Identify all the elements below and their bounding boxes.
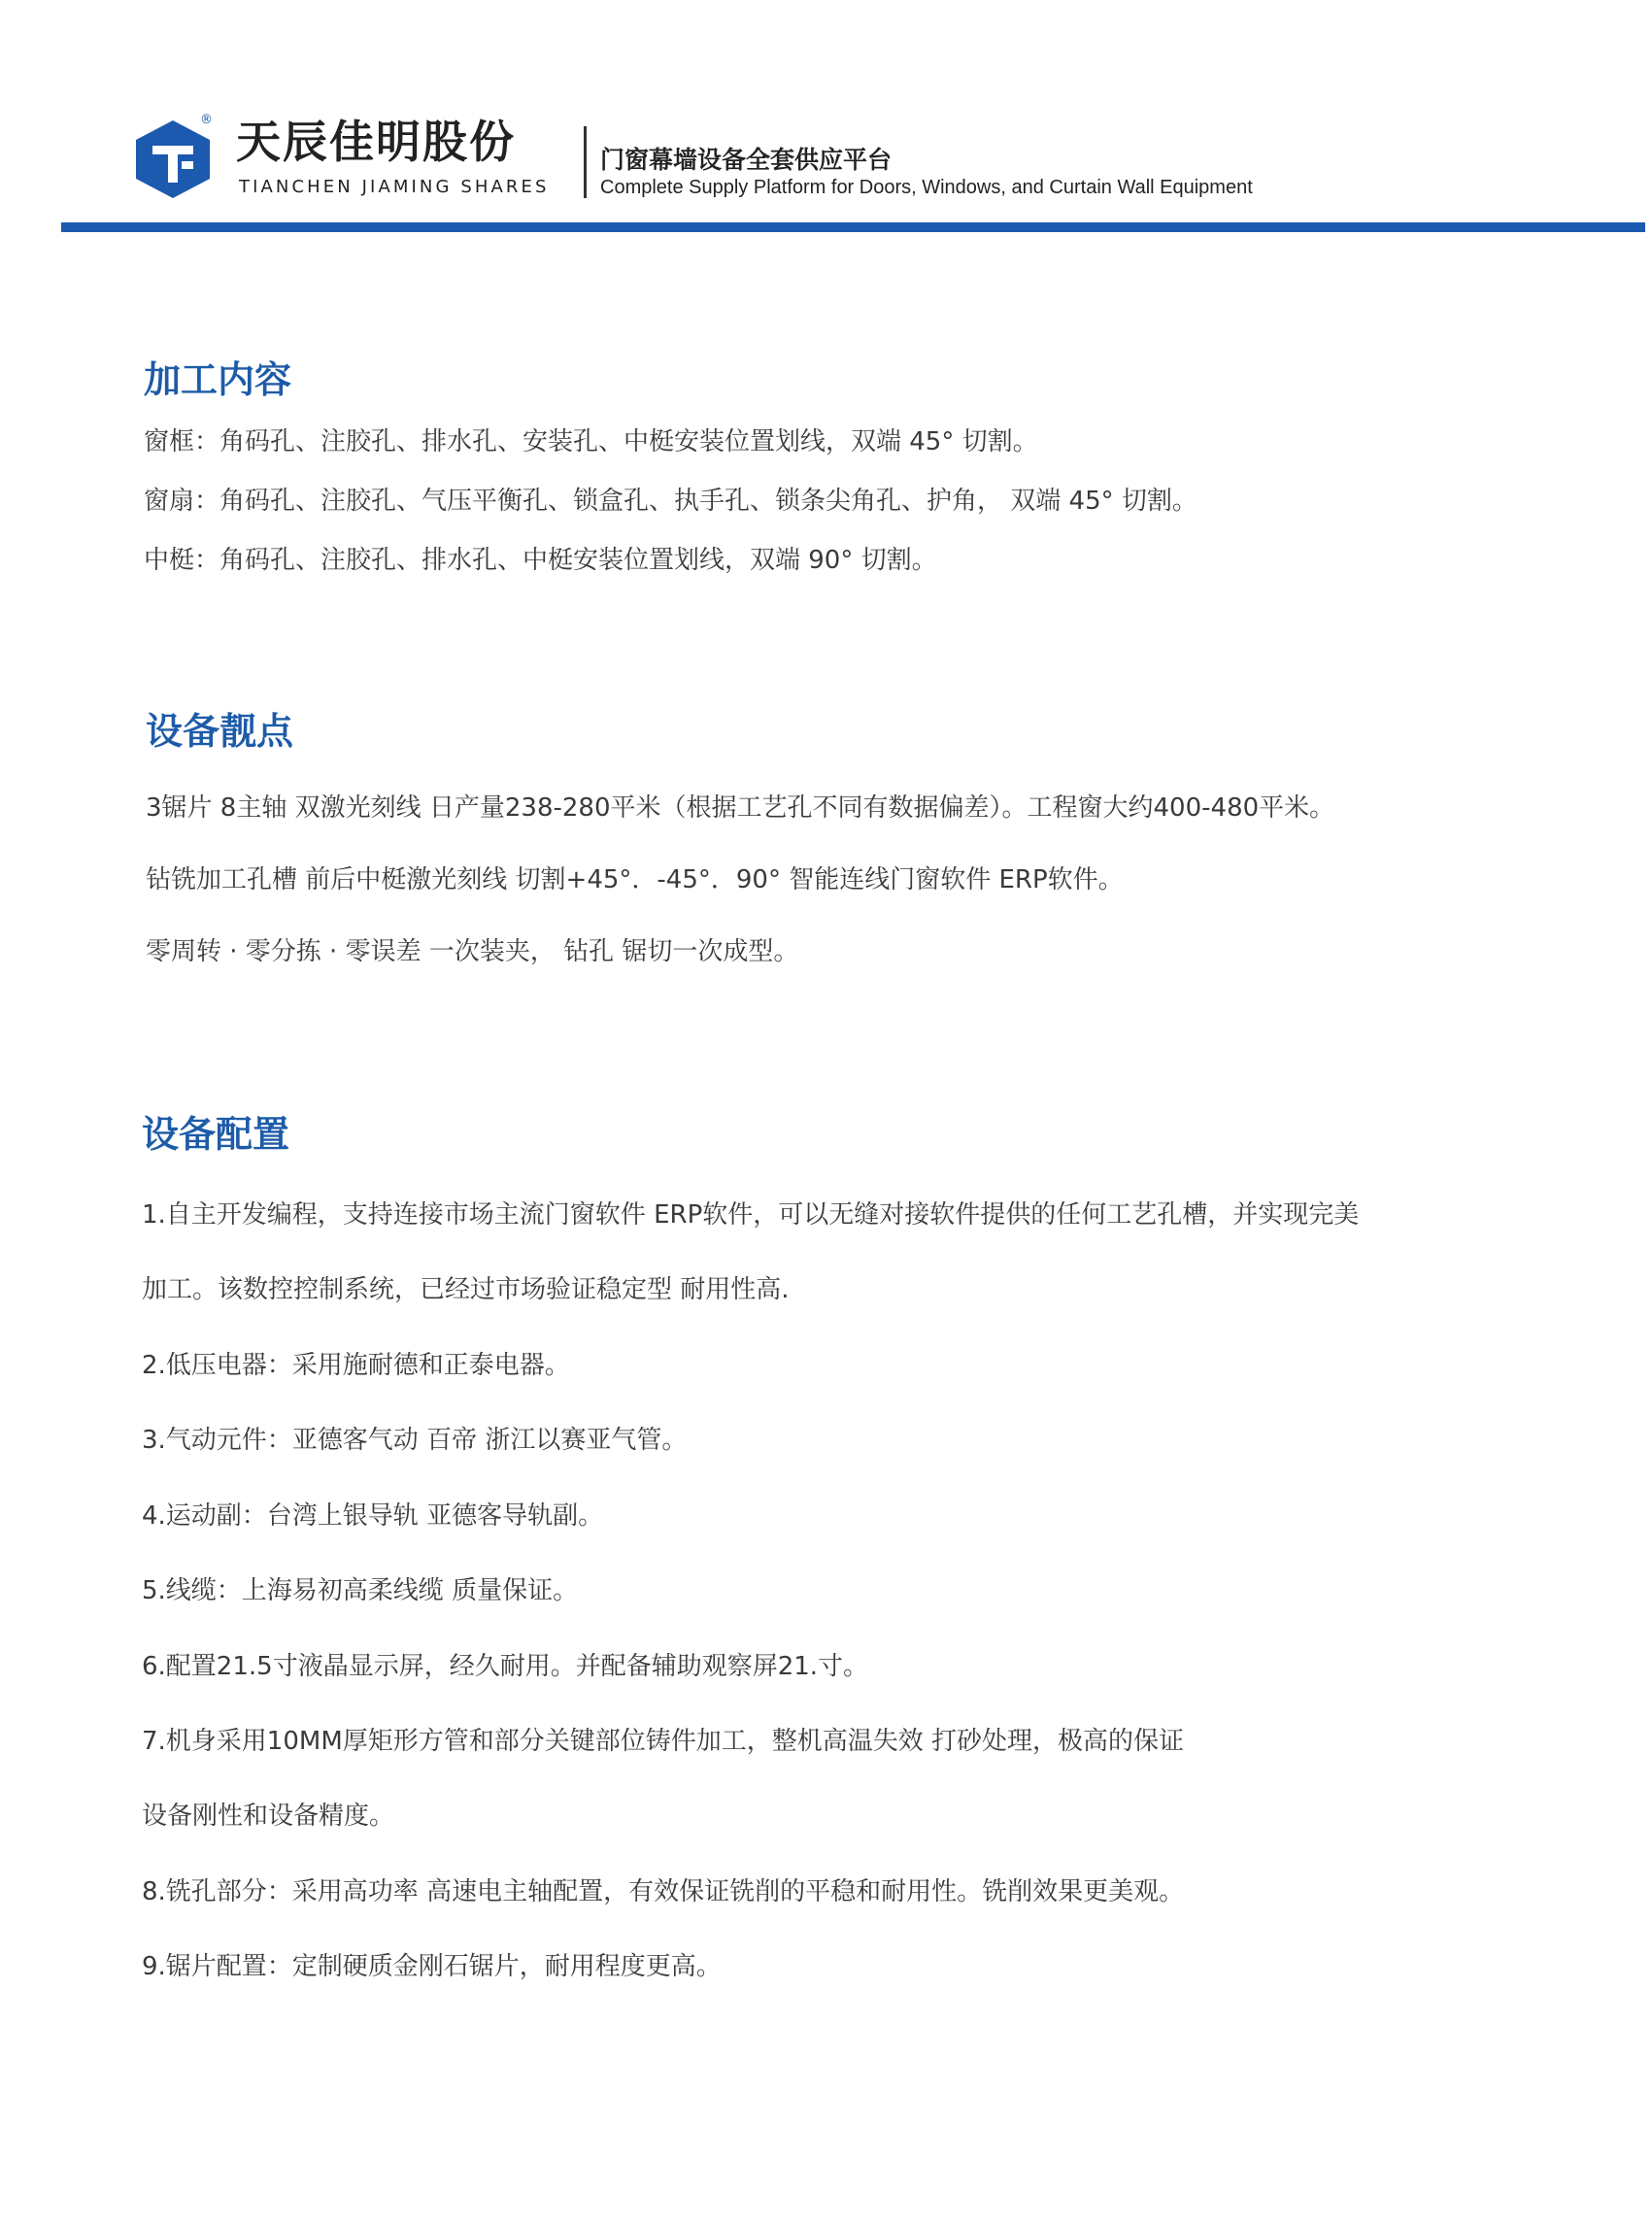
config-line: 2.低压电器：采用施耐德和正泰电器。 [142, 1351, 570, 1380]
brand-name-cn: 天辰佳明股份 [236, 116, 516, 168]
config-line: 3.气动元件：亚德客气动 百帝 浙江以赛亚气管。 [142, 1426, 688, 1455]
config-line: 9.锯片配置：定制硬质金刚石锯片，耐用程度更高。 [142, 1952, 722, 1981]
config-line: 4.运动副：台湾上银导轨 亚德客导轨副。 [142, 1501, 604, 1531]
processing-line: 窗扇：角码孔、注胶孔、气压平衡孔、锁盒孔、执手孔、锁条尖角孔、护角， 双端 45° 切割。 [144, 487, 1197, 516]
highlight-line: 钻铣加工孔槽 前后中梃激光刻线 切割+45°．-45°．90° 智能连线门窗软件 ERP软件。 [146, 865, 1124, 894]
tagline-cn: 门窗幕墙设备全套供应平台 [600, 146, 893, 174]
section-title-highlights: 设备靓点 [146, 710, 294, 753]
section-title-processing: 加工内容 [144, 358, 292, 401]
highlight-line: 3锯片 8主轴 双激光刻线 日产量238-280平米（根据工艺孔不同有数据偏差）。工程窗大约400-480平米。 [146, 793, 1335, 823]
config-line: 设备刚性和设备精度。 [142, 1802, 395, 1831]
tagline-en: Complete Supply Platform for Doors, Windows, and Curtain Wall Equipment [600, 177, 1253, 198]
processing-line: 窗框：角码孔、注胶孔、排水孔、安装孔、中梃安装位置划线，双端 45° 切割。 [144, 427, 1038, 456]
header-divider [584, 126, 587, 198]
highlight-line: 零周转 · 零分拣 · 零误差 一次装夹， 钻孔 锯切一次成型。 [146, 937, 799, 966]
brand-name-en: TIANCHEN JIAMING SHARES [239, 177, 550, 197]
config-line: 6.配置21.5寸液晶显示屏，经久耐用。并配备辅助观察屏21.寸。 [142, 1652, 869, 1681]
section-title-config: 设备配置 [142, 1113, 290, 1156]
config-line: 1.自主开发编程，支持连接市场主流门窗软件 ERP软件，可以无缝对接软件提供的任何工艺孔槽，并实现完美 [142, 1200, 1360, 1230]
config-line: 8.铣孔部分：采用高功率 高速电主轴配置，有效保证铣削的平稳和耐用性。铣削效果更美观。 [142, 1877, 1185, 1906]
company-logo-icon [133, 118, 213, 200]
registered-trademark: ® [200, 113, 213, 127]
header-rule [61, 222, 1645, 232]
config-line: 加工。该数控控制系统，已经过市场验证稳定型 耐用性高. [142, 1275, 790, 1304]
config-line: 5.线缆：上海易初高柔线缆 质量保证。 [142, 1576, 579, 1605]
config-line: 7.机身采用10MM厚矩形方管和部分关键部位铸件加工，整机高温失效 打砂处理，极高的保证 [142, 1727, 1185, 1756]
processing-line: 中梃：角码孔、注胶孔、排水孔、中梃安装位置划线，双端 90° 切割。 [144, 546, 937, 575]
